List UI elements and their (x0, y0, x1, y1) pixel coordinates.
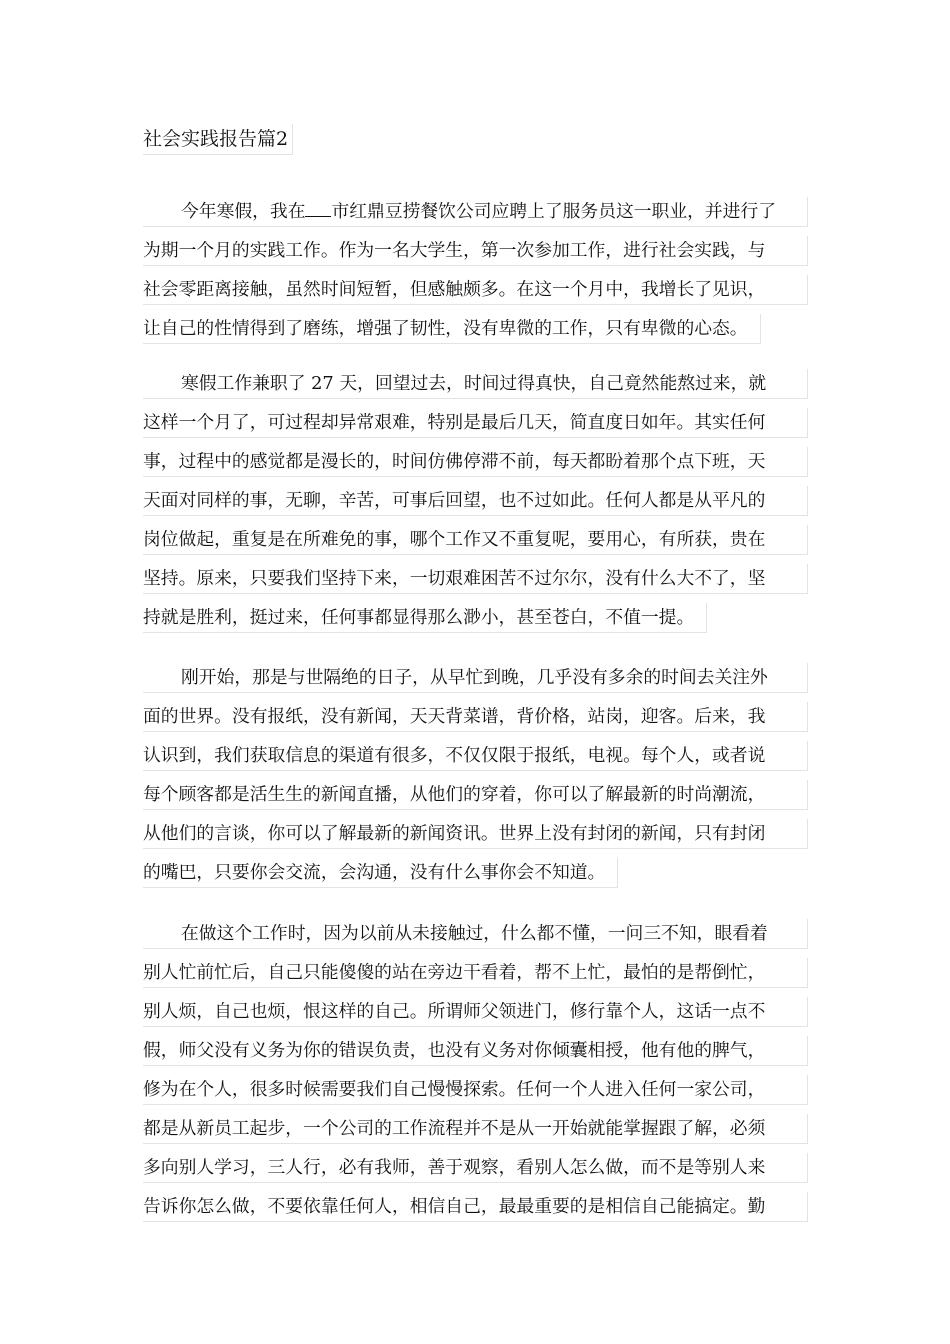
blank-underline (305, 198, 331, 217)
paragraph-line: 在做这个工作时，因为以前从未接触过，什么都不懂，一问三不知，眼看着 (143, 919, 808, 949)
paragraph-line: 告诉你怎么做，不要依靠任何人，相信自己，最最重要的是相信自己能搞定。勤 (143, 1192, 808, 1222)
paragraph-line: 刚开始，那是与世隔绝的日子，从早忙到晚，几乎没有多余的时间去关注外 (143, 663, 808, 693)
paragraph-1 (143, 197, 808, 357)
report-title: 社会实践报告篇2 (143, 124, 293, 155)
paragraph-line: 别人烦，自己也烦，恨这样的自己。所谓师父领进门，修行靠个人，这话一点不 (143, 997, 808, 1027)
paragraph-line: 天面对同样的事，无聊，辛苦，可事后回望，也不过如此。任何人都是从平凡的 (143, 486, 808, 516)
paragraph-line: 面的世界。没有报纸，没有新闻，天天背菜谱，背价格，站岗，迎客。后来，我 (143, 702, 808, 732)
paragraph-3 (143, 663, 808, 901)
paragraph-line: 寒假工作兼职了 27 天，回望过去，时间过得真快，自己竟然能熬过来，就 (143, 369, 808, 399)
paragraph-line: 每个顾客都是活生生的新闻直播，从他们的穿着，你可以了解最新的时尚潮流， (143, 780, 808, 810)
paragraph-line: 都是从新员工起步，一个公司的工作流程并不是从一开始就能掌握跟了解，必须 (143, 1114, 808, 1144)
paragraph-line: 持就是胜利，挺过来，任何事都显得那么渺小，甚至苍白，不值一提。 (143, 603, 707, 633)
paragraph-line: 的嘴巴，只要你会交流，会沟通，没有什么事你会不知道。 (143, 858, 618, 888)
paragraph-line: 修为在个人，很多时候需要我们自己慢慢探索。任何一个人进入任何一家公司， (143, 1075, 808, 1105)
paragraph-line: 假，师父没有义务为你的错误负责，也没有义务对你倾囊相授，他有他的脾气， (143, 1036, 808, 1066)
paragraph-line: 认识到，我们获取信息的渠道有很多，不仅仅限于报纸，电视。每个人，或者说 (143, 741, 808, 771)
paragraph-line: 岗位做起，重复是在所难免的事，哪个工作又不重复呢，要用心，有所获，贵在 (143, 525, 808, 555)
paragraph-2 (143, 369, 808, 646)
paragraph-line: 事，过程中的感觉都是漫长的，时间仿佛停滞不前，每天都盼着那个点下班，天 (143, 447, 808, 477)
paragraph-line: 坚持。原来，只要我们坚持下来，一切艰难困苦不过尔尔，没有什么大不了，坚 (143, 564, 808, 594)
paragraph-line: 今年寒假，我在 市红鼎豆捞餐饮公司应聘上了服务员这一职业，并进行了 (143, 197, 808, 227)
paragraph-line: 为期一个月的实践工作。作为一名大学生，第一次参加工作，进行社会实践，与 (143, 236, 808, 266)
paragraph-line: 这样一个月了，可过程却异常艰难，特别是最后几天，简直度日如年。其实任何 (143, 408, 808, 438)
paragraph-line: 社会零距离接触，虽然时间短暂，但感触颇多。在这一个月中，我增长了见识， (143, 275, 808, 305)
paragraph-line: 从他们的言谈，你可以了解最新的新闻资讯。世界上没有封闭的新闻，只有封闭 (143, 819, 808, 849)
paragraph-line: 多向别人学习，三人行，必有我师，善于观察，看别人怎么做，而不是等别人来 (143, 1153, 808, 1183)
paragraph-line: 别人忙前忙后，自己只能傻傻的站在旁边干看着，帮不上忙，最怕的是帮倒忙， (143, 958, 808, 988)
paragraph-line: 让自己的性情得到了磨练，增强了韧性，没有卑微的工作，只有卑微的心态。 (143, 314, 761, 344)
paragraph-4 (143, 919, 808, 1231)
